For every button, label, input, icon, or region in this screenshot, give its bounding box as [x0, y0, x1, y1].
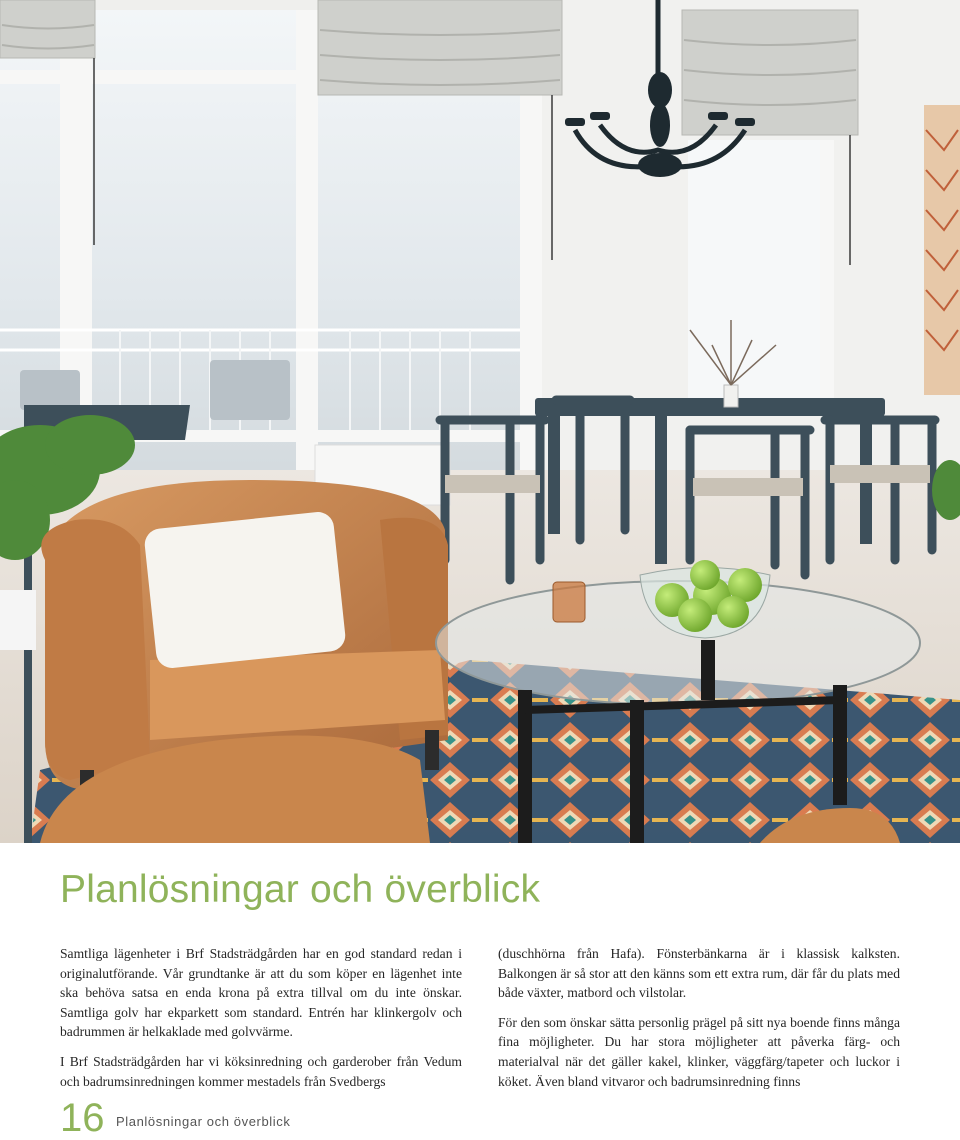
- body-column-right: [498, 944, 900, 1091]
- body-paragraph: Samtliga lägenheter i Brf Stadsträdgården har en god standard redan i originalutförande. Vår grundtanke är att du som köper en lägenhet inte ska behöva satsa en enda krona på extra tillval om du inte önskar. Samtliga golv har ekparkett som standard. Entrén har klinkergolv och badrummen är helkaklade med golvvärme.: [60, 946, 462, 1040]
- page-heading: Planlösningar och överblick: [60, 868, 541, 911]
- body-paragraph: (duschhörna från Hafa). Fönsterbänkarna är i klassisk kalksten. Balkongen är så stor att den känns som ett extra rum, där får du plats med både växter, matbord och vilstolar.: [498, 946, 900, 1001]
- footer-section-title: Planlösningar och överblick: [116, 1114, 291, 1129]
- body-paragraph: För den som önskar sätta personlig prägel på sitt nya boende finns många fina möjligheter. Du har stora möjligheter att påverka färg- och materialval när det gäller kakel, klinker, väggfärg/tapeter och luckor i köket. Även bland vitvaror och badrumsinredning finns: [498, 1014, 900, 1089]
- body-column-left: [60, 944, 462, 1091]
- page-number: 16: [60, 1096, 105, 1140]
- body-paragraph: I Brf Stadsträdgården har vi köksinredning och garderober från Vedum och badrumsinredningen kommer mestadels från Svedbergs: [60, 1053, 462, 1089]
